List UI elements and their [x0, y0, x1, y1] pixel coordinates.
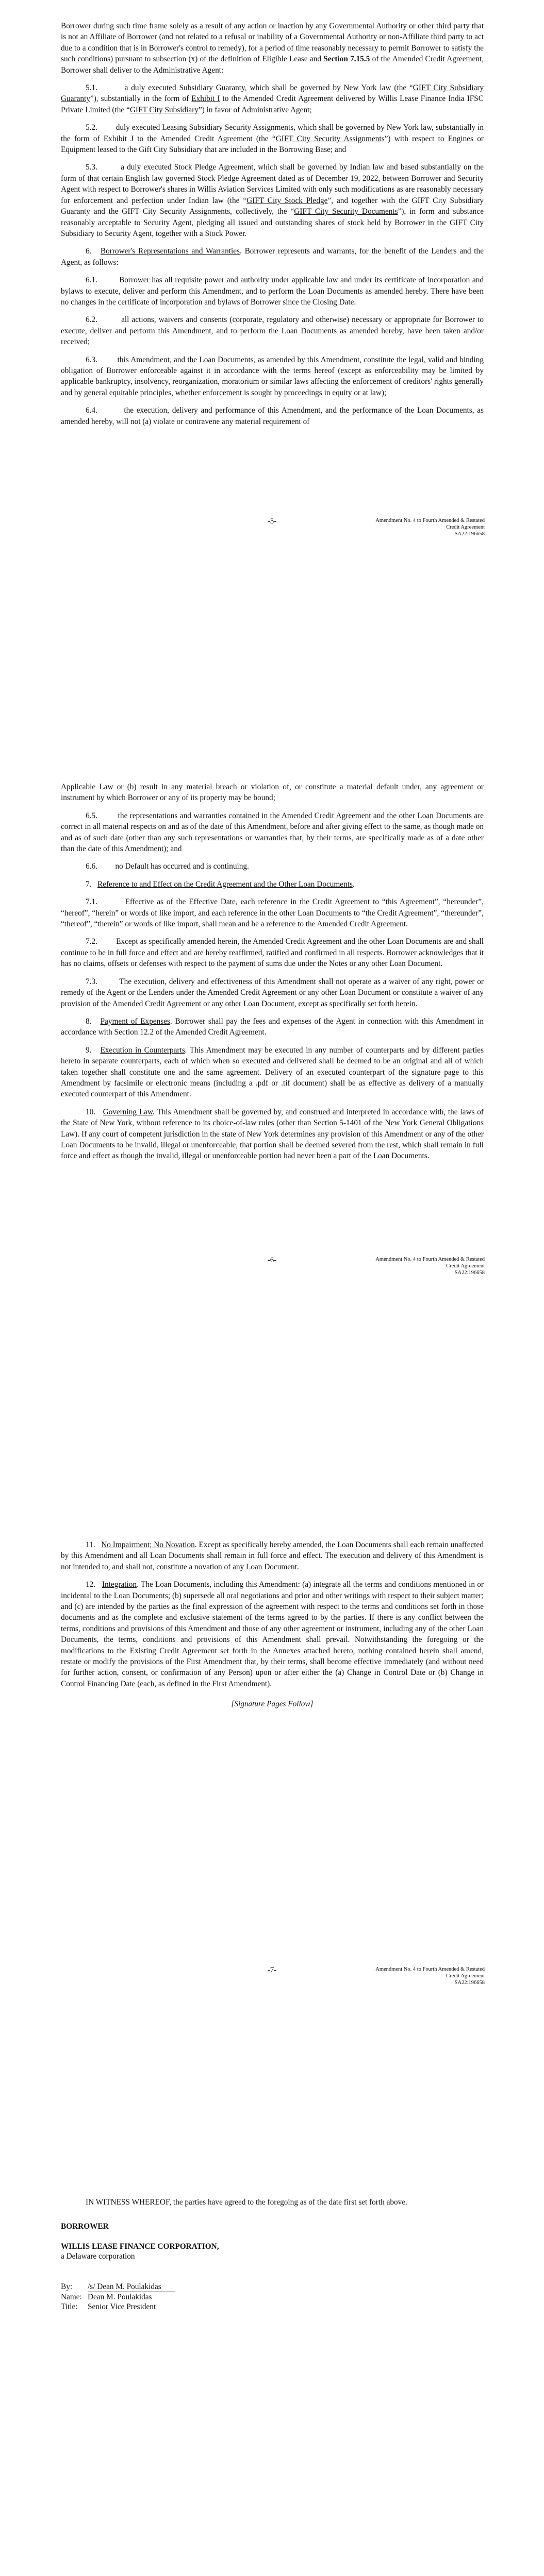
- witness-clause: IN WITNESS WHEREOF, the parties have agreed to the foregoing as of the date first set forth above.: [86, 2198, 407, 2207]
- paragraph-continued: Applicable Law or (b) result in any material breach or violation of, or constitute a material default under, any agreement or instrument by which Borrower or any of its property may be bound;: [61, 783, 484, 803]
- section-6-3: 6.3. this Amendment, and the Loan Documents, as amended by this Amendment, constitute the legal, valid and binding obligation of Borrower enforceable against it in accordance with the terms hereof (except as enforceability may be limited by applicable bankruptcy, insolvency, reorganization, moratorium or similar laws affecting the enforcement of creditors' rights generally and by general equitable principles, whether enforcement is sought by proceedings in equity or at law);: [61, 355, 484, 397]
- signature-line: /s/ Dean M. Poulakidas: [88, 2282, 175, 2292]
- company-name: WILLIS LEASE FINANCE CORPORATION,: [61, 2242, 219, 2251]
- signature-block: [61, 2197, 422, 2312]
- section-7-heading: 7. Reference to and Effect on the Credit Agreement and the Other Loan Documents.: [86, 879, 355, 889]
- page-footer: Amendment No. 4 to Fourth Amended & Restated Credit Agreement SA22:196658: [375, 1967, 485, 1986]
- section-5-1: 5.1. a duly executed Subsidiary Guaranty, which shall be governed by New York law (the “GIFT City Subsidiary Guaranty”), substantially in the form of Exhibit I to the Amended Credit Agreement delivered by Willis Lease Finance India IFSC Private Limited (the “GIFT City Subsidiary”) in favor of Administrative Agent;: [61, 83, 484, 114]
- section-6-6: 6.6. no Default has occurred and is continuing.: [86, 862, 249, 871]
- page-7: [0, 1345, 544, 2035]
- signature-pages-follow: [Signature Pages Follow]: [231, 1700, 314, 1709]
- section-7-2: 7.2. Except as specifically amended herein, the Amended Credit Agreement and the other Loan Documents are and shall continue to be in full force and effect and are hereby reaffirmed, ratified and confirmed in all respects. Borrower acknowledges that it has no claims, offsets or defenses with respect to the payment of sums due under the Notes or any other Loan Document.: [61, 937, 484, 969]
- section-7-3: 7.3. The execution, delivery and effectiveness of this Amendment shall not operate as a waiver of any right, power or remedy of the Agent or the Lenders under the Amended Credit Agreement or any other Loan Document or constitute a waiver of any provision of the Amended Credit Agreement or any other Loan Document, except as specifically set forth herein.: [61, 977, 484, 1008]
- page-6: [0, 598, 544, 1345]
- section-6-5: 6.5. the representations and warranties contained in the Amended Credit Agreement and the other Loan Documents are correct in all material respects on and as of the date of this Amendment, before and after giving effect to the same, as though made on and as of such date (other than any such representations or warranties that, by their terms, are specifically made as of a date other than the date of this Amendment); and: [61, 811, 484, 854]
- signature-by: By: /s/ Dean M. Poulakidas: [61, 2282, 422, 2292]
- section-6-2: 6.2. all actions, waivers and consents (corporate, regulatory and otherwise) necessary or appropriate for Borrower to execute, deliver and perform this Amendment, and to perform the Loan Documents as amended hereby, have been taken and/or received;: [61, 315, 484, 347]
- page-5: [0, 0, 544, 598]
- page-number: -7-: [267, 1966, 277, 1974]
- signature-page: [0, 2035, 544, 2576]
- signature-name: Name: Dean M. Poulakidas: [61, 2293, 152, 2301]
- section-9: 9. Execution in Counterparts. This Amendment may be executed in any number of counterparts and by different parties hereto in separate counterparts, each of which when so executed and delivered shall be deemed to be an original and all of which taken together shall constitute one and the same agreement. Delivery of an executed counterpart of the signature page to this Amendment by facsimile or electronic means (including a .pdf or .tif document) shall be as effective as delivery of a manually executed counterpart of this Amendment.: [61, 1045, 484, 1099]
- page-5-body: [61, 21, 484, 434]
- section-6-1: 6.1. Borrower has all requisite power and authority under applicable law and under its certificate of incorporation and bylaws to execute, deliver and perform this Amendment, and to perform the Loan Documents as amended hereby. There have been no changes in the certificate of incorporation and bylaws of Borrower since the Closing Date.: [61, 276, 484, 307]
- signature-title: Title: Senior Vice President: [61, 2302, 156, 2311]
- page-number: -5-: [267, 517, 277, 526]
- section-11: 11. No Impairment; No Novation. Except as specifically hereby amended, the Loan Documents shall each remain unaffected by this Amendment and all Loan Documents shall remain in full force and effect. The execution and delivery of this Amendment is not intended to, and shall not, constitute a novation of any Loan Document.: [61, 1540, 484, 1571]
- page-6-body: [61, 782, 484, 1168]
- page-7-body: [61, 1539, 484, 1717]
- page-footer: Amendment No. 4 to Fourth Amended & Restated Credit Agreement SA22:196658: [375, 1257, 485, 1276]
- borrower-label: BORROWER: [61, 2222, 109, 2231]
- section-5-2: 5.2. duly executed Leasing Subsidiary Security Assignments, which shall be governed by New York law, substantially in the form of Exhibit J to the Amended Credit Agreement (the “GIFT City Security Assignments”) with respect to Engines or Equipment leased to the Gift City Subsidiary that are included in the Borrowing Base; and: [61, 123, 484, 155]
- section-6-4: 6.4. the execution, delivery and performance of this Amendment, and the performance of the Loan Documents, as amended hereby, will not (a) violate or contravene any material requirement of: [61, 406, 484, 426]
- page-number: -6-: [267, 1256, 277, 1264]
- section-5-3: 5.3. a duly executed Stock Pledge Agreement, which shall be governed by Indian law and based substantially on the form of that certain English law governed Stock Pledge Agreement dated as of December 19, 2022, between Borrower and Security Agent with respect to Borrower's shares in Willis Aviation Services Limited with only such modifications as are reasonably necessary for enforcement and perfection under Indian law (the “GIFT City Stock Pledge”, and together with the GIFT City Subsidiary Guaranty and the GIFT City Security Assignments, collectively, the “GIFT City Security Documents”), in form and substance reasonably acceptable to Security Agent, pledging all issued and outstanding shares of stock held by Borrower in the GIFT City Subsidiary to Security Agent, together with a Stock Power.: [61, 163, 484, 238]
- company-description: a Delaware corporation: [61, 2252, 135, 2261]
- section-10: 10. Governing Law. This Amendment shall be governed by, and construed and interpreted in accordance with, the laws of the State of New York, without reference to its choice-of-law rules (other than Section 5-1401 of the New York General Obligations Law). If any court of competent jurisdiction in the state of New York determines any provision of this Amendment or any of the other Loan Documents to be invalid, illegal or unenforceable, that portion shall be deemed severed from the rest, which shall remain in full force and effect as though the invalid, illegal or unenforceable portion had never been a part of the Loan Documents.: [61, 1107, 484, 1161]
- section-12: 12. Integration. The Loan Documents, including this Amendment: (a) integrate all the terms and conditions mentioned in or incidental to the Loan Documents; (b) supersede all oral negotiations and prior and other writings with respect to their subject matter; and (c) are intended by the parties as the final expression of the agreement with respect to the terms and conditions set forth in those documents and as the complete and exclusive statement of the terms agreed to by the parties. If there is any conflict between the terms, conditions and provisions of this Amendment and those of any other agreement or instrument, including any of the other Loan Documents, the terms, conditions and provisions of this Amendment shall prevail. Notwithstanding the foregoing or the modifications to the Existing Credit Agreement set forth in the Annexes attached hereto, nothing contained herein shall amend, restate or modify the provisions of the First Amendment that, by their terms, shall become effective immediately (and without need for further action, consent, or confirmation of any Person) upon or after either the (a) Change in Control Date or (b) Change in Control Financing Date (each, as defined in the First Amendment).: [61, 1580, 484, 1688]
- page-footer: Amendment No. 4 to Fourth Amended & Restated Credit Agreement SA22:196658: [375, 518, 485, 537]
- section-8: 8. Payment of Expenses. Borrower shall pay the fees and expenses of the Agent in connection with this Amendment in accordance with Section 12.2 of the Amended Credit Agreement.: [61, 1016, 484, 1037]
- section-7-1: 7.1. Effective as of the Effective Date, each reference in the Credit Agreement to “this Agreement”, “hereunder”, “hereof”, “herein” or words of like import, and each reference in the other Loan Documents to “the Credit Agreement”, “thereunder”, “thereof”, “therein” or words of like import, shall mean and be a reference to the Amended Credit Agreement.: [61, 897, 484, 929]
- paragraph-continued: Borrower during such time frame solely as a result of any action or inaction by any Governmental Authority or other third party that is not an Affiliate of Borrower (and not related to a refusal or inability of a Governmental Authority or non-Affiliate third party to act due to a condition that is in Borrower's control to remedy), for a period of time reasonably necessary to permit Borrower to satisfy the such conditions) pursuant to subsection (x) of the definition of Eligible Lease and Section 7.15.5 of the Amended Credit Agreement, Borrower shall deliver to the Administrative Agent:: [61, 22, 484, 75]
- section-6-heading: 6. Borrower's Representations and Warranties. Borrower represents and warrants, for the benefit of the Lenders and the Agent, as follows:: [61, 247, 484, 267]
